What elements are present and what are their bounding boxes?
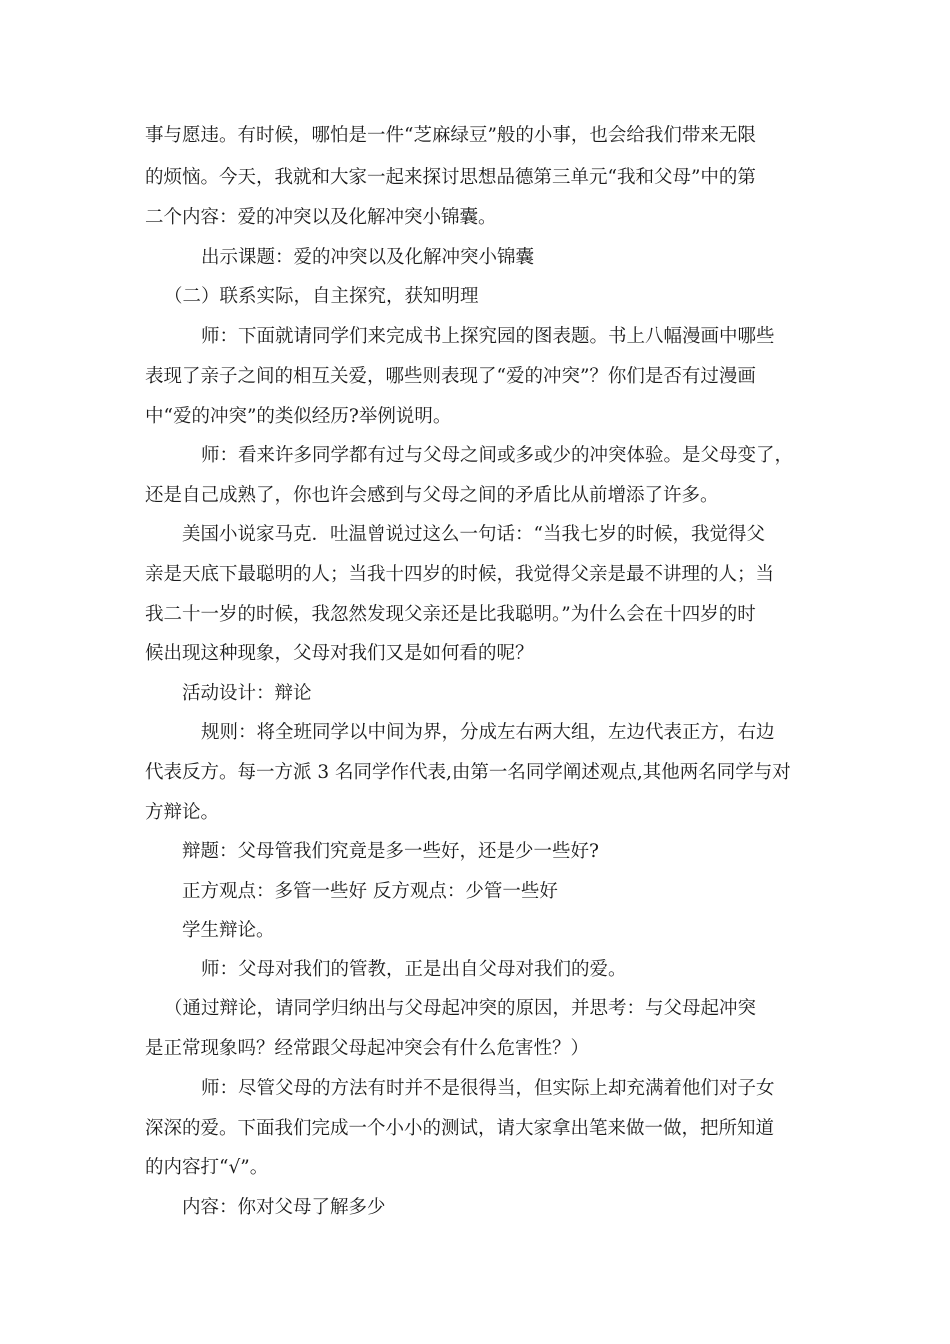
body-text-line: 亲是天底下最聪明的人；当我十四岁的时候，我觉得父亲是最不讲理的人；当 [145,564,775,585]
body-text-line: 师：下面就请同学们来完成书上探究园的图表题。书上八幅漫画中哪些 [201,326,775,347]
body-text-line: 中“爱的冲突”的类似经历?举例说明。 [145,406,452,427]
body-text-line: 代表反方。每一方派 3 名同学作代表,由第一名同学阐述观点,其他两名同学与对 [145,762,791,783]
body-text-line: 学生辩论。 [182,920,275,941]
body-text-line: 候出现这种现象，父母对我们又是如何看的呢？ [145,643,534,664]
body-text-line: 还是自己成熟了，你也许会感到与父母之间的矛盾比从前增添了许多。 [145,485,719,506]
lesson-title-line: 出示课题：爱的冲突以及化解冲突小锦囊 [201,247,535,268]
body-text-line: 师：看来许多同学都有过与父母之间或多或少的冲突体验。是父母变了， [201,445,794,466]
body-text-line: 的内容打“√”。 [145,1157,269,1178]
body-text-line: 是正常现象吗？经常跟父母起冲突会有什么危害性？） [145,1038,590,1059]
activity-heading: 活动设计：辩论 [182,683,312,704]
body-text-line: 二个内容：爱的冲突以及化解冲突小锦囊。 [145,207,497,228]
body-text-line: 美国小说家马克．吐温曾说过这么一句话：“当我七岁的时候，我觉得父 [182,524,765,545]
body-text-line: 师：父母对我们的管教，正是出自父母对我们的爱。 [201,959,627,980]
body-text-line: 深深的爱。下面我们完成一个小小的测试，请大家拿出笔来做一做，把所知道 [145,1118,775,1139]
body-text-line: 事与愿违。有时候，哪怕是一件“芝麻绿豆”般的小事，也会给我们带来无限 [145,125,756,146]
body-text-line: 方辩论。 [145,802,220,823]
body-text-line: 表现了亲子之间的相互关爱，哪些则表现了“爱的冲突”？你们是否有过漫画 [145,366,756,387]
body-text-line: 内容：你对父母了解多少 [182,1197,386,1218]
body-text-line: 师：尽管父母的方法有时并不是很得当，但实际上却充满着他们对子女 [201,1078,775,1099]
section-heading: （二）联系实际，自主探究，获知明理 [164,286,479,307]
body-text-line: （通过辩论，请同学归纳出与父母起冲突的原因，并思考：与父母起冲突 [164,998,757,1019]
body-text-line: 的烦恼。今天，我就和大家一起来探讨思想品德第三单元“我和父母”中的第 [145,167,756,188]
body-text-line: 我二十一岁的时候，我忽然发现父亲还是比我聪明。”为什么会在十四岁的时 [145,604,756,625]
debate-positions: 正方观点：多管一些好 反方观点：少管一些好 [182,881,558,902]
debate-topic: 辩题：父母管我们究竟是多一些好，还是少一些好? [182,841,599,862]
body-text-line: 规则：将全班同学以中间为界，分成左右两大组，左边代表正方，右边 [201,722,775,743]
